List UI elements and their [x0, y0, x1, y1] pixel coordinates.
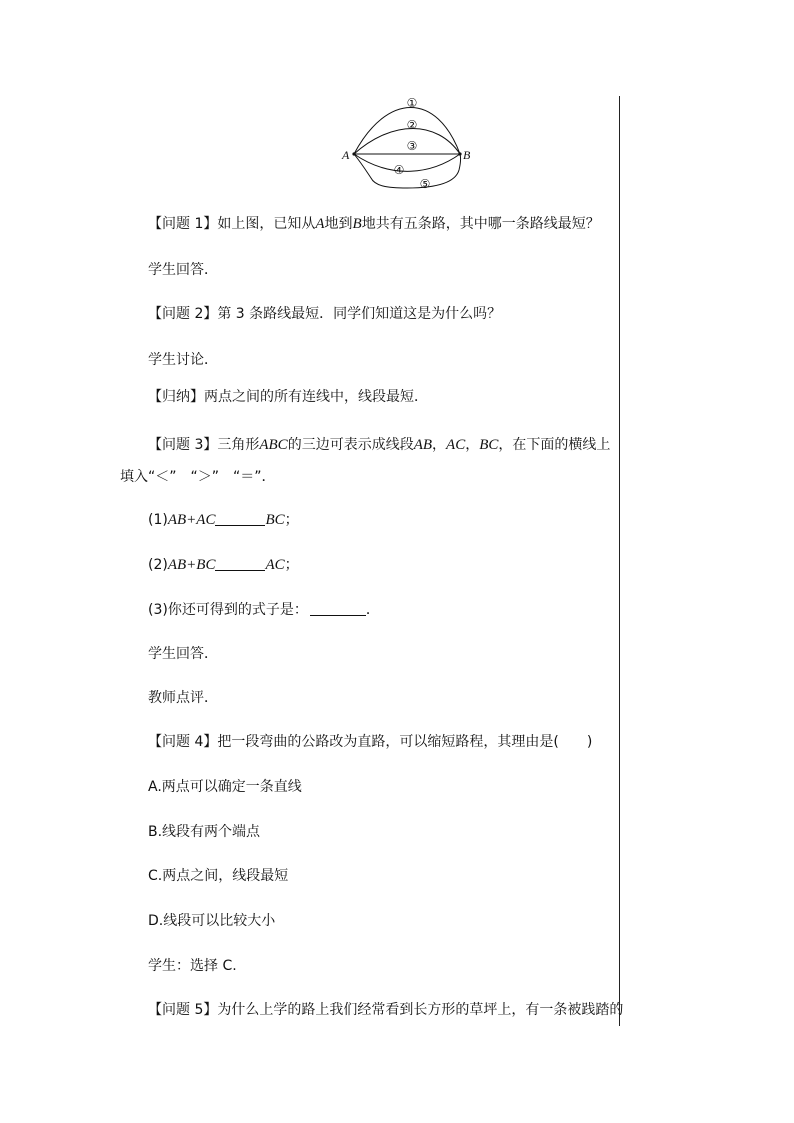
- answer-blank-2[interactable]: [215, 556, 265, 571]
- point-b: [458, 152, 461, 155]
- route-4-curve: [354, 154, 460, 171]
- point-a: [352, 152, 355, 155]
- option-d: D.线段可以比较大小: [148, 913, 276, 929]
- option-b: B.线段有两个端点: [148, 824, 261, 840]
- item-1: (1)AB+AC BC；: [148, 512, 299, 528]
- student-answer-4: 学生：选择 C.: [148, 958, 237, 974]
- summary: 【归纳】两点之间的所有连线中，线段最短．: [148, 389, 428, 405]
- item-3: (3)你还可得到的式子是： ．: [148, 602, 380, 618]
- teacher-review: 教师点评．: [148, 690, 218, 706]
- answer-blank-1[interactable]: [215, 511, 265, 526]
- question-3: 【问题 3】三角形ABC的三边可表示成线段AB，AC，BC，在下面的横线上: [148, 437, 611, 453]
- option-c: C.两点之间，线段最短: [148, 868, 289, 884]
- student-discussion: 学生讨论．: [148, 352, 218, 368]
- question-5: 【问题 5】为什么上学的路上我们经常看到长方形的草坪上，有一条被践踏的: [148, 1002, 624, 1018]
- label-b: B: [463, 148, 471, 162]
- item-2: (2)AB+BC AC；: [148, 557, 299, 573]
- question-4: 【问题 4】把一段弯曲的公路改为直路，可以缩短路程，其理由是( ): [148, 734, 593, 750]
- question-2: 【问题 2】第 3 条路线最短．同学们知道这是为什么吗？: [148, 306, 502, 322]
- route-5-label: ⑤: [419, 177, 431, 191]
- route-1-label: ①: [406, 96, 418, 110]
- route-2-label: ②: [406, 118, 418, 132]
- student-answer-3: 学生回答．: [148, 646, 218, 662]
- label-a: A: [342, 148, 350, 162]
- option-a: A.两点可以确定一条直线: [148, 779, 302, 795]
- answer-blank-3[interactable]: [310, 601, 366, 616]
- right-margin-rule: [619, 96, 620, 1026]
- question-1: 【问题 1】如上图，已知从A地到B地共有五条路，其中哪一条路线最短？: [148, 216, 600, 232]
- routes-figure: [337, 92, 477, 192]
- student-answer-1: 学生回答．: [148, 262, 218, 278]
- question-3-line-2: 填入“＜” “＞” “＝”．: [120, 469, 276, 485]
- route-3-label: ③: [406, 139, 418, 153]
- route-4-label: ④: [393, 163, 405, 177]
